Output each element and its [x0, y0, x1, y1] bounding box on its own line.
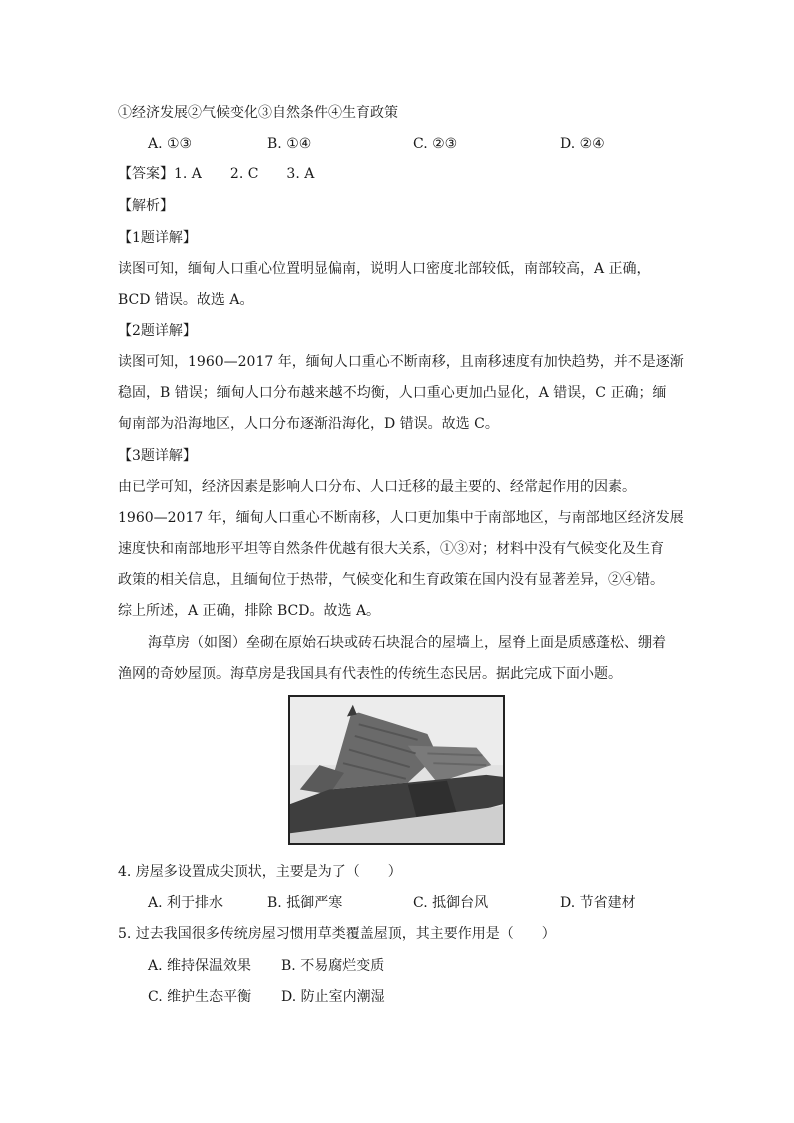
analysis-title: 【解析】: [118, 198, 174, 214]
q3-title: 【3题详解】: [118, 448, 197, 464]
q5-stem: 5. 过去我国很多传统房屋习惯用草类覆盖屋顶，其主要作用是（ ）: [118, 926, 556, 942]
q1-line: BCD 错误。故选 A。: [118, 292, 254, 308]
q5-option-c: C. 维护生态平衡: [148, 989, 252, 1005]
q3-line: 1960—2017 年，缅甸人口重心不断南移，人口更加集中于南部地区，与南部地区经济发展: [118, 510, 684, 526]
answer-line: 【答案】1. A 2. C 3. A: [118, 166, 315, 182]
q3-option-d: D. ②④: [560, 136, 605, 152]
material-line: 海草房（如图）垒砌在原始石块或砖石块混合的屋墙上，屋脊上面是质感蓬松、绷着: [148, 635, 666, 651]
q2-line: 稳固，B 错误；缅甸人口分布越来越不均衡，人口重心更加凸显化，A 错误，C 正确；缅: [118, 385, 667, 401]
q4-option-b: B. 抵御严寒: [267, 895, 343, 911]
q4-stem: 4. 房屋多设置成尖顶状，主要是为了（ ）: [118, 864, 402, 880]
q4-option-a: A. 利于排水: [148, 895, 224, 911]
seaweed-house-illustration: [290, 697, 503, 843]
q3-option-a: A. ①③: [148, 136, 193, 152]
q5-option-d: D. 防止室内潮湿: [281, 989, 385, 1005]
q1-line: 读图可知，缅甸人口重心位置明显偏南，说明人口密度北部较低，南部较高，A 正确，: [118, 261, 651, 277]
material-line: 渔网的奇妙屋顶。海草房是我国具有代表性的传统生态民居。据此完成下面小题。: [118, 666, 622, 682]
q2-title: 【2题详解】: [118, 323, 197, 339]
q1-title: 【1题详解】: [118, 230, 197, 246]
q4-option-d: D. 节省建材: [560, 895, 636, 911]
q3-line: 综上所述，A 正确，排除 BCD。故选 A。: [118, 603, 381, 619]
q3-line: 速度快和南部地形平坦等自然条件优越有很大关系，①③对；材料中没有气候变化及生育: [118, 541, 664, 557]
seaweed-house-photo: [288, 695, 505, 845]
q5-option-b: B. 不易腐烂变质: [281, 958, 385, 974]
q4-option-c: C. 抵御台风: [413, 895, 489, 911]
q3-option-b: B. ①④: [267, 136, 312, 152]
q3-line: 由已学可知，经济因素是影响人口分布、人口迁移的最主要的、经常起作用的因素。: [118, 479, 636, 495]
q3-line: 政策的相关信息，且缅甸位于热带，气候变化和生育政策在国内没有显著差异，②④错。: [118, 572, 664, 588]
q3-factors: ①经济发展②气候变化③自然条件④生育政策: [118, 105, 398, 121]
q5-option-a: A. 维持保温效果: [148, 958, 252, 974]
q2-line: 甸南部为沿海地区，人口分布逐渐沿海化，D 错误。故选 C。: [118, 416, 499, 432]
q3-option-c: C. ②③: [413, 136, 458, 152]
q2-line: 读图可知，1960—2017 年，缅甸人口重心不断南移，且南移速度有加快趋势，并不是逐渐: [118, 354, 684, 370]
